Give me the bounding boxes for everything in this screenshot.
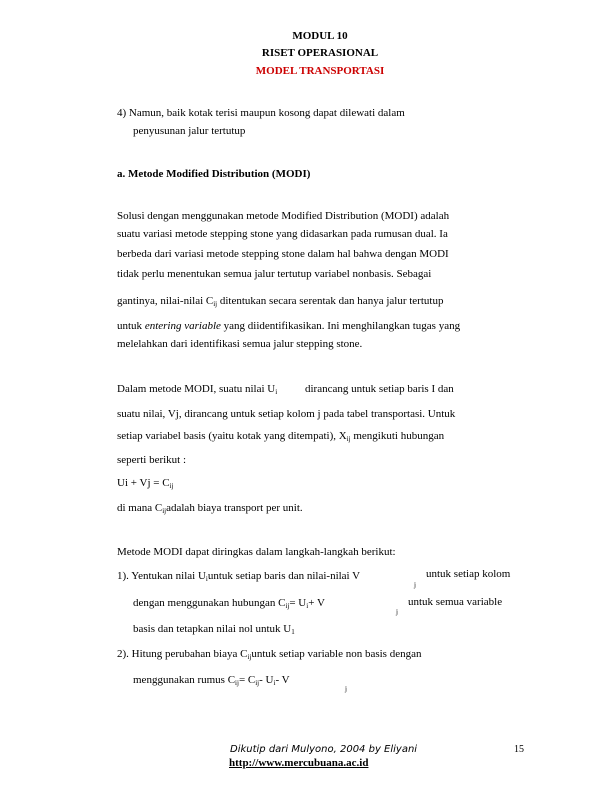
para2-line-1b: dirancang untuk setiap baris I dan — [305, 383, 454, 395]
para2-line-2: suatu nilai, Vj, dirancang untuk setiap kolom j pada tabel transportasi. Untuk — [117, 408, 456, 420]
para2-line-1a: Dalam metode MODI, suatu nilai $U_i$ — [117, 383, 278, 396]
step2-line-2: menggunakan rumus $C_{ij}= C_{ij}-$ $U_i-$ V — [133, 674, 290, 687]
step1-line-3: basis dan tetapkan nilai nol untuk $U_1$ — [133, 623, 295, 636]
footer-url[interactable] — [229, 757, 368, 770]
section-title: a. Metode Modified Distribution (MODI) — [117, 168, 311, 180]
step1-line-b: untuk setiap kolom — [426, 568, 511, 580]
step1-sub-j: j — [414, 581, 416, 589]
para1-line-1: Solusi dengan menggunakan metode Modified Distribution (MODI) adalah — [117, 210, 450, 222]
step1-line-2b: untuk semua variable — [408, 596, 503, 608]
formula: $Ui + Vj = C_{ij}$ — [117, 477, 174, 490]
para1-line-2: suatu variasi metode stepping stone yang didasarkan pada rumusan dual. Ia — [117, 228, 448, 240]
intro-line-1: 4) Namun, baik kotak terisi maupun kosong dapat dilewati dalam — [117, 107, 405, 119]
para1-line-7: melelahkan dari identifikasi semua jalur stepping stone. — [117, 338, 363, 350]
intro-line-2: penyusunan jalur tertutup — [133, 125, 246, 137]
para2-line-4: seperti berikut : — [117, 454, 187, 466]
step1-line-a: 1). Yentukan nilai $U_iuntuk$ setiap baris dan nilai-nilai V — [117, 570, 361, 583]
para1-line-6: untuk entering variable yang diidentifikasikan. Ini menghilangkan tugas yang — [117, 320, 461, 332]
page-number: 15 — [514, 744, 524, 755]
para1-line-4: tidak perlu menentukan semua jalur tertutup variabel nonbasis. Sebagai — [117, 268, 432, 280]
para2-line-6: di mana $C_{ij}adalah$ biaya transport per unit. — [117, 502, 303, 515]
step2-sub-j: j — [345, 685, 347, 693]
para2-line-3: setiap variabel basis (yaitu kotak yang ditempati), $X_{ij}$ mengikuti hubungan — [117, 430, 445, 443]
para1-line-3: berbeda dari variasi metode stepping stone dalam hal bahwa dengan MODI — [117, 248, 449, 260]
footer-link[interactable]: http://www.mercubuana.ac.id — [229, 757, 369, 769]
para1-line-5: gantinya, nilai-nilai $C_{ij}$ ditentukan secara serentak dan hanya jalur tertutup — [117, 295, 444, 308]
step1-line-2a: dengan menggunakan hubungan $C_{ij}= U_i+ V$ — [133, 597, 325, 610]
step2-line-1: 2). Hitung perubahan biaya $C_{ij}untuk$ setiap variable non basis dengan — [117, 648, 422, 661]
step1-sub-j2: j — [396, 608, 398, 616]
steps-intro: Metode MODI dapat diringkas dalam langkah-langkah berikut: — [117, 546, 396, 558]
footer-credit: Dikutip dari Mulyono, 2004 by Eliyani — [230, 744, 418, 755]
module-title: MODUL 10 — [292, 30, 348, 42]
chapter-title: MODEL TRANSPORTASI — [255, 65, 385, 77]
course-title: RISET OPERASIONAL — [261, 47, 379, 59]
